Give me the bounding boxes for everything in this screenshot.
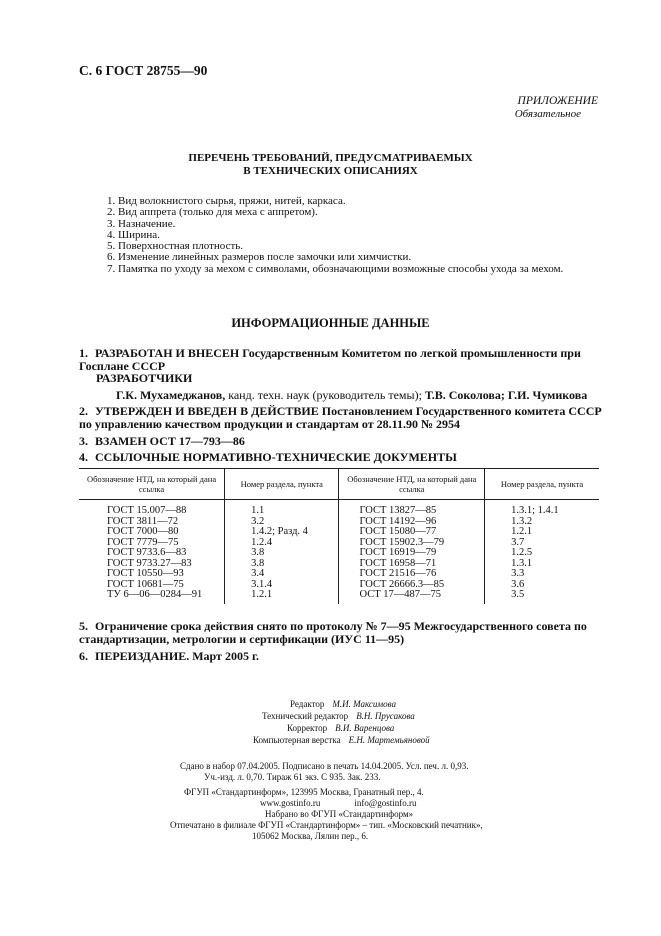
list-item: 7. Памятка по уходу за мехом с символами, обозначающими возможные способы ухода за мехом. bbox=[107, 262, 564, 275]
table-cell: ГОСТ 26666.3—85 bbox=[339, 580, 485, 591]
publisher-line4: Отпечатано в филиале ФГУП «Стандартинформ» – тип. «Московский печатник», bbox=[170, 820, 483, 830]
table-cell: 3.8 bbox=[225, 559, 339, 570]
table-cell: ГОСТ 15.007—88 bbox=[79, 500, 225, 517]
table-cell: ГОСТ 9733.6—83 bbox=[79, 548, 225, 559]
table-cell: 3.8 bbox=[225, 548, 339, 559]
section-text: ПЕРЕИЗДАНИЕ. Март 2005 г. bbox=[95, 649, 260, 663]
requirements-list bbox=[107, 196, 563, 275]
appendix-status: Обязательное bbox=[514, 108, 581, 120]
credit-role: Компьютерная верстка bbox=[253, 735, 341, 745]
table-cell: 3.5 bbox=[511, 589, 525, 600]
section-number: 3. bbox=[79, 434, 88, 448]
table-row bbox=[79, 569, 599, 580]
table-cell: 1.1 bbox=[225, 500, 339, 517]
table-cell: 1.3.2 bbox=[511, 515, 533, 527]
table-cell: ГОСТ 13827—85 bbox=[339, 500, 485, 517]
table-cell: ГОСТ 16919—79 bbox=[339, 548, 485, 559]
table-header-row bbox=[79, 469, 599, 500]
publisher-line5: 105062 Москва, Лялин пер., 6. bbox=[252, 831, 369, 841]
table-cell: ГОСТ 7000—80 bbox=[79, 527, 225, 538]
credit-name: М.И. Максимова bbox=[332, 699, 396, 709]
table-row bbox=[79, 527, 599, 538]
list-item: 2. Вид аппрета (только для меха с аппретом). bbox=[107, 206, 318, 219]
developers-heading: РАЗРАБОТЧИКИ bbox=[96, 371, 193, 385]
list-item: 1. Вид волокнистого сырья, пряжи, нитей, каркаса. bbox=[107, 195, 346, 207]
table-cell: 1.2.1 bbox=[511, 526, 533, 537]
table-cell: 1.2.1 bbox=[225, 590, 339, 604]
table-cell: 1.4.2; Разд. 4 bbox=[225, 527, 339, 538]
section-number: 5. bbox=[79, 619, 88, 633]
credit-role: Редактор bbox=[290, 699, 325, 709]
requirements-title-line1: ПЕРЕЧЕНЬ ТРЕБОВАНИЙ, ПРЕДУСМАТРИВАЕМЫХ bbox=[188, 152, 473, 164]
table-cell: ГОСТ 15080—77 bbox=[339, 527, 485, 538]
section-number: 6. bbox=[79, 649, 88, 663]
section-number: 4. bbox=[79, 450, 88, 464]
appendix-label: ПРИЛОЖЕНИЕ bbox=[517, 95, 598, 107]
developer-role: канд. техн. наук (руководитель темы); bbox=[225, 388, 425, 402]
table-cell: ГОСТ 10550—93 bbox=[79, 569, 225, 580]
publisher-email[interactable]: info@gostinfo.ru bbox=[354, 798, 417, 808]
list-item: 3. Назначение. bbox=[107, 217, 176, 230]
publisher-line3: Набрано во ФГУП «Стандартинформ» bbox=[265, 809, 414, 819]
print-info-line1: Сдано в набор 07.04.2005. Подписано в печать 14.04.2005. Усл. печ. л. 0,93. bbox=[180, 761, 469, 771]
print-info-line2: Уч.-изд. л. 0,70. Тираж 61 экз. С 935. Зак. 233. bbox=[204, 772, 381, 782]
credit-corrector bbox=[287, 723, 394, 734]
info-title: ИНФОРМАЦИОННЫЕ ДАННЫЕ bbox=[231, 316, 430, 330]
table-cell: 3.4 bbox=[225, 569, 339, 580]
table-cell: ТУ 6—06—0284—91 bbox=[79, 590, 225, 604]
table-body bbox=[79, 500, 599, 604]
info-section-2 bbox=[79, 405, 604, 431]
requirements-title-line2: В ТЕХНИЧЕСКИХ ОПИСАНИЯХ bbox=[243, 165, 418, 177]
table-cell: ОСТ 17—487—75 bbox=[339, 590, 485, 604]
table-row bbox=[79, 548, 599, 559]
section-text: Ограничение срока действия снято по протоколу № 7—95 Межгосударственного совета по стандартизации, метрологии и сертификации (ИУС 11—95) bbox=[79, 619, 587, 646]
list-item: 6. Изменение линейных размеров после замочки или химчистки. bbox=[107, 251, 412, 264]
credit-layout bbox=[253, 735, 430, 746]
credit-name: В.Н. Прусакова bbox=[356, 711, 415, 721]
table-cell: ГОСТ 10681—75 bbox=[79, 580, 225, 591]
table-cell: 3.1.4 bbox=[225, 580, 339, 591]
developers-line bbox=[116, 388, 587, 403]
table-cell: 3.7 bbox=[511, 536, 525, 548]
publisher-contacts bbox=[260, 798, 416, 809]
section-text: ВЗАМЕН ОСТ 17—793—86 bbox=[95, 434, 245, 448]
page-header: С. 6 ГОСТ 28755—90 bbox=[79, 63, 208, 78]
column-header: Номер раздела, пункта bbox=[485, 469, 599, 500]
table-cell: ГОСТ 3811—72 bbox=[79, 517, 225, 528]
column-header: Обозначение НТД, на который дана ссылка bbox=[79, 469, 225, 500]
credit-role: Технический редактор bbox=[262, 711, 349, 721]
table-cell: ГОСТ 15902.3—79 bbox=[339, 538, 485, 549]
list-item: 4. Ширина. bbox=[107, 228, 160, 241]
info-section-4 bbox=[79, 451, 457, 464]
credit-name: В.И. Варенцова bbox=[335, 723, 395, 733]
section-number: 2. bbox=[79, 404, 88, 418]
developer-name: Г.К. Мухамеджанов, bbox=[116, 388, 226, 402]
table-cell: 1.3.1 bbox=[511, 557, 533, 569]
column-header: Номер раздела, пункта bbox=[225, 469, 339, 500]
table-cell: 3.2 bbox=[225, 517, 339, 528]
table-cell: 1.3.1; 1.4.1 bbox=[511, 505, 559, 516]
table-cell: ГОСТ 14192—96 bbox=[339, 517, 485, 528]
requirements-title bbox=[0, 152, 661, 178]
column-header: Обозначение НТД, на который дана ссылка bbox=[339, 469, 485, 500]
list-item: 5. Поверхностная плотность. bbox=[107, 240, 244, 253]
table-row bbox=[79, 500, 599, 517]
table-cell: 1.2.4 bbox=[225, 538, 339, 549]
section-number: 1. bbox=[79, 346, 88, 360]
section-text: РАЗРАБОТАН И ВНЕСЕН Государственным Комитетом по легкой промышленности при Госплане СССР bbox=[79, 346, 581, 373]
info-section-5 bbox=[79, 620, 604, 646]
reference-documents-table bbox=[79, 468, 599, 604]
table-cell: 1.2.5 bbox=[511, 547, 533, 558]
table-cell: ГОСТ 21516—76 bbox=[339, 569, 485, 580]
table-cell: ГОСТ 16958—71 bbox=[339, 559, 485, 570]
table-cell: ГОСТ 7779—75 bbox=[79, 538, 225, 549]
credit-tech-editor bbox=[262, 711, 415, 722]
info-section-1 bbox=[79, 347, 599, 373]
publisher-line1: ФГУП «Стандартинформ», 123995 Москва, Гранатный пер., 4. bbox=[184, 787, 424, 797]
publisher-web[interactable]: www.gostinfo.ru bbox=[260, 798, 321, 808]
table-cell: 3.6 bbox=[511, 578, 525, 590]
credit-role: Корректор bbox=[287, 723, 328, 733]
credit-name: Е.Н. Мартемьяновой bbox=[348, 735, 430, 745]
section-text: УТВЕРЖДЕН И ВВЕДЕН В ДЕЙСТВИЕ Постановлением Государственного комитета СССР по управлению качеством продукции и стандартам от 28.11.90 № 2954 bbox=[79, 404, 602, 431]
table-row bbox=[79, 590, 599, 604]
section-text: ССЫЛОЧНЫЕ НОРМАТИВНО-ТЕХНИЧЕСКИЕ ДОКУМЕНТЫ bbox=[95, 450, 457, 464]
info-section-6 bbox=[79, 650, 259, 663]
table-cell: 3.3 bbox=[511, 568, 525, 579]
developer-names: Т.В. Соколова; Г.И. Чумикова bbox=[424, 388, 588, 402]
credit-editor bbox=[290, 699, 396, 710]
info-section-3 bbox=[79, 435, 245, 448]
table-cell: ГОСТ 9733.27—83 bbox=[79, 559, 225, 570]
